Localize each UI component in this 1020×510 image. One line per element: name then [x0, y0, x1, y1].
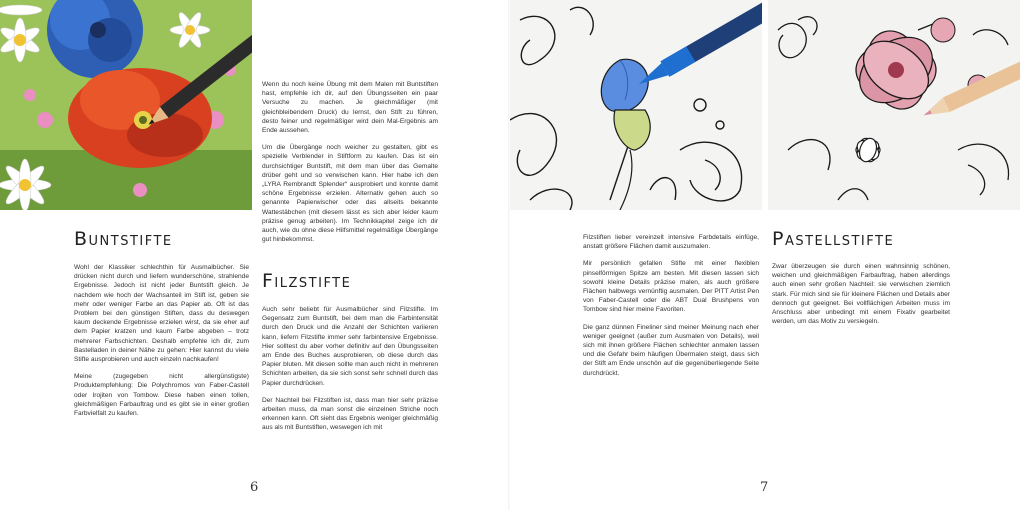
filzstifte-body	[262, 305, 438, 441]
column2-top-body	[262, 80, 438, 252]
paragraph: Um die Übergänge noch weicher zu gestalten, gibt es spezielle Verblender in Stiftform zu kaufen. Das ist ein durchsichtiger Buntstift, mit dem man über das Gemalte drüber geht und so verwischen kann. Hier habe ich den „LYRA Rembrandt Splender“ ausprobiert und konnte damit schöne Ergebnisse erzielen. Alternativ gehen auch so genannte Papierwischer oder das allseits bekannte Wattestäbchen (mit diesem lässt es sich aber leider kaum präzise genug arbeiten). Im Technikkapitel zeige ich dir auch, wie du ohne diese Hilfsmittel regelmäßige Übergänge gut hinbekommst.	[262, 144, 438, 244]
marker-illustration	[510, 0, 762, 210]
paragraph: Auch sehr beliebt für Ausmalbücher sind Filzstifte. Im Gegensatz zum Buntstift, bei dem man die Farbintensität durch den Druck und die Anzahl der Schichten variieren kann, liefern Filzstifte immer sehr farbintensive Ergebnisse. Hier solltest du aber vorher definitiv auf den Übungsseiten am Ende des Buches ausprobieren, ob diese durch das Papier bluten. Mit diesen sollte man auch nicht in mehreren Schichten arbeiten, da sie sich sonst sehr schnell durch das Papier durchdrücken.	[262, 306, 438, 387]
page-number-left: 6	[250, 480, 259, 495]
paragraph: Wenn du noch keine Übung mit dem Malen mit Buntstiften hast, empfehle ich dir, auf den Übungsseiten ein paar Versuche zu machen. Je gleichmäßiger (mit gleichbleibendem Druck) du lernst, den Stift zu führen, desto feiner und regelmäßiger wird dein Mal-Ergebnis am Ende aussehen.	[262, 81, 438, 135]
heading-pastellstifte: Pastellstifte	[772, 228, 895, 250]
right-page	[510, 0, 1020, 510]
paragraph: Filzstiften lieber vereinzelt intensive Farbdetails einfüge, anstatt größere Flächen damit auszumalen.	[583, 234, 759, 251]
photo-pastel-pencil-blossom	[768, 0, 1020, 210]
blossom-illustration	[768, 0, 1020, 210]
paragraph: Mir persönlich gefallen Stifte mit einer flexiblen pinselförmigen Spitze am besten. Mit diesen lassen sich sowohl kleine Details präzise malen, als auch größere Flächen halbwegs vernünftig ausmalen. Der PITT Artist Pen von Faber-Castell oder die ABT Dual Brushpens von Tombow sind hier meine Favoriten.	[583, 260, 759, 314]
paragraph: Wohl der Klassiker schlechthin für Ausmalbücher. Sie drücken nicht durch und liefern wunderschöne, strahlende Ergebnisse. Jedoch ist nicht jeder Buntstift gleich. Je nachdem wie hoch der Wachsanteil im Stift ist, geben sie mehr oder weniger Farbe an das Papier ab. Oft ist das Problem bei den günstigen Stiften, dass du deswegen kaum deckende Ergebnisse erzielen wirst, da sie eher auf dem Papier kratzen und kaum Farbe abgeben – trotz mehrerer Farbschichten. Deshalb empfehle ich dir, zum Bastelladen in deiner Nähe zu gehen: Hier kannst du viele Stifte ausprobieren und auch einzeln nachkaufen!	[74, 264, 249, 364]
page-number-right: 7	[760, 480, 769, 495]
pastellstifte-body	[772, 262, 950, 334]
heading-buntstifte: Buntstifte	[74, 228, 173, 250]
photo-colored-pencil-poppy	[0, 0, 252, 210]
photo-brush-marker	[510, 0, 762, 210]
buntstifte-body	[74, 263, 249, 426]
paragraph: Die ganz dünnen Fineliner sind meiner Meinung nach eher weniger geeignet (außer zum Ausmalen von Details), weil sich mit ihnen größere Flächen schlechter anmalen lassen und die Gefahr beim häufigen Übermalen steigt, dass sich der Stift am Ende unschön auf die gegenüberliegende Seite durchdrückt.	[583, 323, 759, 377]
heading-filzstifte: Filzstifte	[262, 270, 352, 292]
paragraph: Zwar überzeugen sie durch einen wahnsinnig schönen, weichen und gleichmäßigen Farbauftrag, haben allerdings auch einen sehr großen Nachteil: sie verwischen ziemlich stark. Für mich sind sie für kleinere Flächen und Details aber dennoch gut geeignet. Bei vollflächigen Arbeiten muss im Anschluss aber unbedingt mit einem Fixativ gearbeitet werden, um das Motiv zu versiegeln.	[772, 263, 950, 326]
right-column1-body	[583, 233, 759, 386]
poppy-illustration	[0, 0, 252, 210]
paragraph: Der Nachteil bei Filzstiften ist, dass man hier sehr präzise arbeiten muss, da man sonst die einzelnen Striche noch erkennen kann. Oft sieht das Ergebnis weniger gleichmäßig aus als mit Buntstiften, weswegen ich mit	[262, 396, 438, 432]
paragraph: Meine (zugegeben nicht allergünstigste) Produktempfehlung: Die Polychromos von Faber-Castell oder Irojiten von Tombow. Diese haben einen tollen, gleichmäßigen Farbauftrag und es gibt sie in einer großen Farbvielfalt zu kaufen.	[74, 373, 249, 418]
